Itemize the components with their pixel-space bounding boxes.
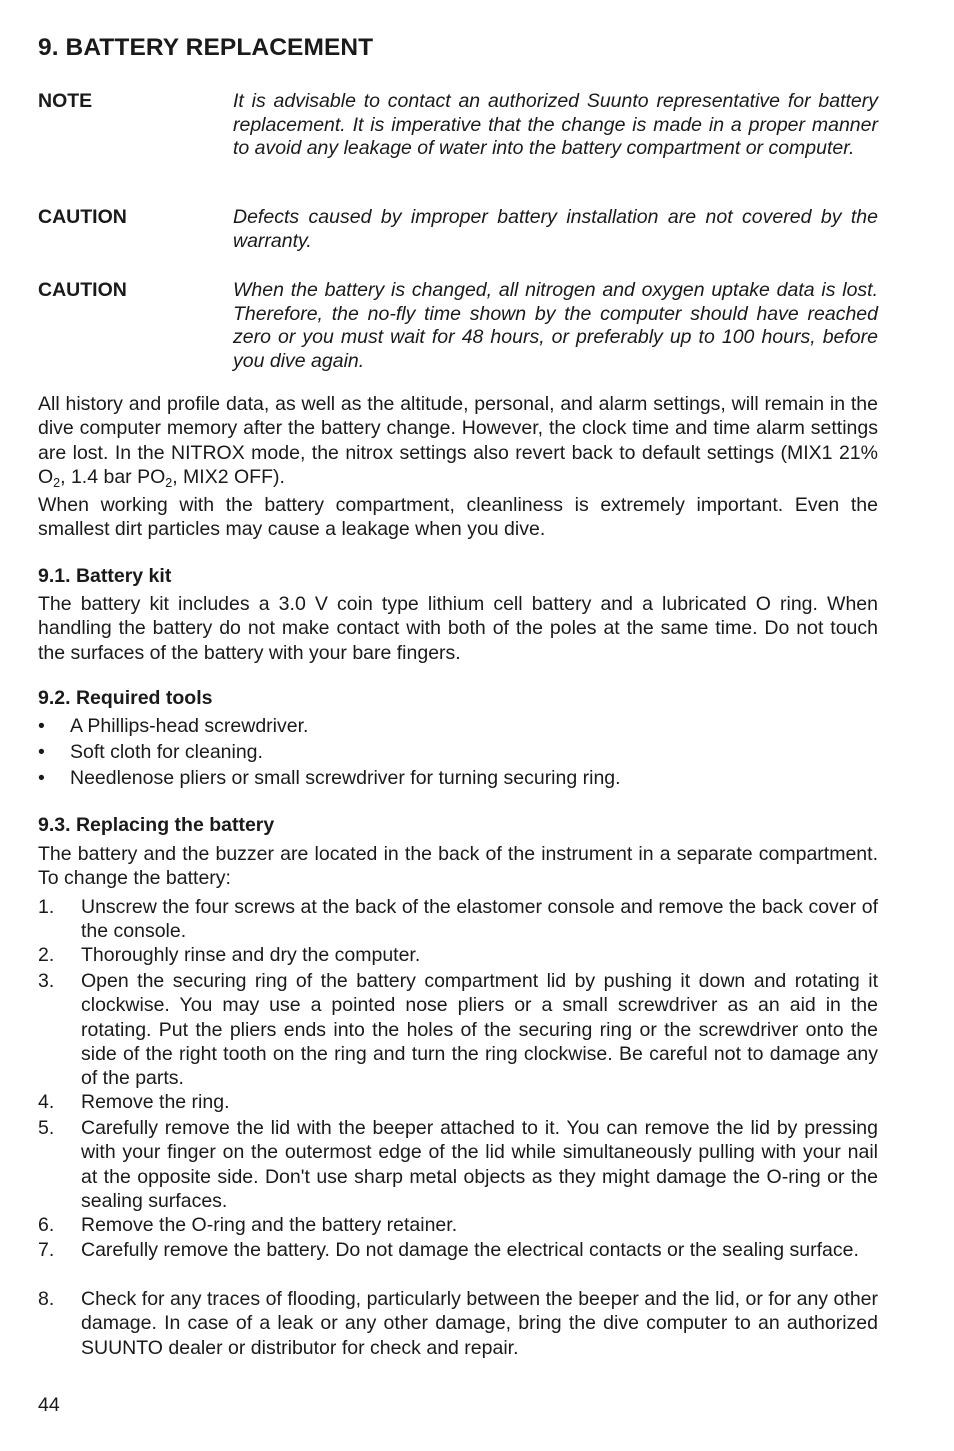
step-text: Check for any traces of flooding, particularly between the beeper and the lid, or for any other damage. In case of a leak or any other damage, bring the dive computer to an authorized SUUNTO dealer or distributor for check and repair. — [81, 1288, 878, 1359]
intro-text-c: , MIX2 OFF). — [172, 465, 285, 488]
step-number: 8. — [38, 1288, 55, 1310]
subsection-heading-replacing-battery: 9.3. Replacing the battery — [38, 814, 275, 836]
note-text: It is advisable to contact an authorized Suunto representative for battery replacement. It is imperative that the change is made in a proper manner to avoid any leakage of water into the battery compartment or computer. — [233, 90, 878, 159]
step-text: Unscrew the four screws at the back of the elastomer console and remove the back cover of the console. — [81, 896, 878, 943]
step-text: Carefully remove the lid with the beeper attached to it. You can remove the lid by pressing with your finger on the outermost edge of the lid while simultaneously pulling with your nail at the opposite side. Don't use sharp metal objects as they might damage the O-ring or the sealing surfaces. — [81, 1117, 878, 1212]
caution-text: When the battery is changed, all nitrogen and oxygen uptake data is lost. Therefore, the no-fly time shown by the computer should have reached zero or you must wait for 48 hours, or preferably up to 100 hours, before you dive again. — [233, 279, 878, 372]
intro-text-b: , 1.4 bar PO — [60, 465, 166, 488]
battery-kit-paragraph: The battery kit includes a 3.0 V coin type lithium cell battery and a lubricated O ring. When handling the battery do not make contact with both of the poles at the same time. Do not touch the surfaces of the battery with your bare fingers. — [38, 593, 878, 664]
step-text: Remove the ring. — [81, 1091, 230, 1113]
step-number: 1. — [38, 896, 55, 918]
page-number: 44 — [38, 1394, 60, 1416]
caution-text: Defects caused by improper battery installation are not covered by the warranty. — [233, 206, 878, 252]
section-heading: 9. BATTERY REPLACEMENT — [38, 34, 374, 61]
intro-text-a: All history and profile data, as well as the altitude, personal, and alarm settings, will remain in the dive computer memory after the battery change. However, the clock time and time alarm settings are lost. In the NITROX mode, the nitrox settings also revert back to default settings (MIX1 21% O — [38, 393, 878, 488]
step-number: 2. — [38, 944, 55, 966]
subscript: 2 — [165, 475, 173, 490]
step-number: 7. — [38, 1239, 55, 1261]
subsection-heading-required-tools: 9.2. Required tools — [38, 687, 213, 709]
step-number: 6. — [38, 1214, 55, 1236]
note-label: NOTE — [38, 90, 93, 112]
intro-paragraph — [38, 392, 878, 489]
caution-label: CAUTION — [38, 206, 127, 228]
subsection-heading-battery-kit: 9.1. Battery kit — [38, 565, 172, 587]
replacing-intro-paragraph: The battery and the buzzer are located in the back of the instrument in a separate compartment. To change the battery: — [38, 843, 878, 890]
list-item-text: Needlenose pliers or small screwdriver for turning securing ring. — [70, 767, 621, 789]
list-item-text: A Phillips-head screwdriver. — [70, 715, 309, 737]
list-item-text: Soft cloth for cleaning. — [70, 741, 263, 763]
subscript: 2 — [53, 475, 61, 490]
bullet: • — [38, 715, 45, 737]
step-text: Remove the O-ring and the battery retainer. — [81, 1214, 458, 1236]
step-number: 3. — [38, 970, 55, 992]
bullet: • — [38, 741, 45, 763]
step-text: Thoroughly rinse and dry the computer. — [81, 944, 421, 966]
step-text: Carefully remove the battery. Do not damage the electrical contacts or the sealing surface. — [81, 1239, 859, 1261]
step-number: 4. — [38, 1091, 55, 1113]
bullet: • — [38, 767, 45, 789]
step-number: 5. — [38, 1117, 55, 1139]
caution-label: CAUTION — [38, 279, 127, 301]
cleanliness-paragraph: When working with the battery compartment, cleanliness is extremely important. Even the smallest dirt particles may cause a leakage when you dive. — [38, 494, 878, 541]
step-text: Open the securing ring of the battery compartment lid by pushing it down and rotating it clockwise. You may use a pointed nose pliers or a small screwdriver as an aid in the rotating. Put the pliers ends into the holes of the securing ring or the screwdriver onto the side of the right tooth on the ring and turn the ring clockwise. Be careful not to damage any of the parts. — [81, 970, 878, 1090]
